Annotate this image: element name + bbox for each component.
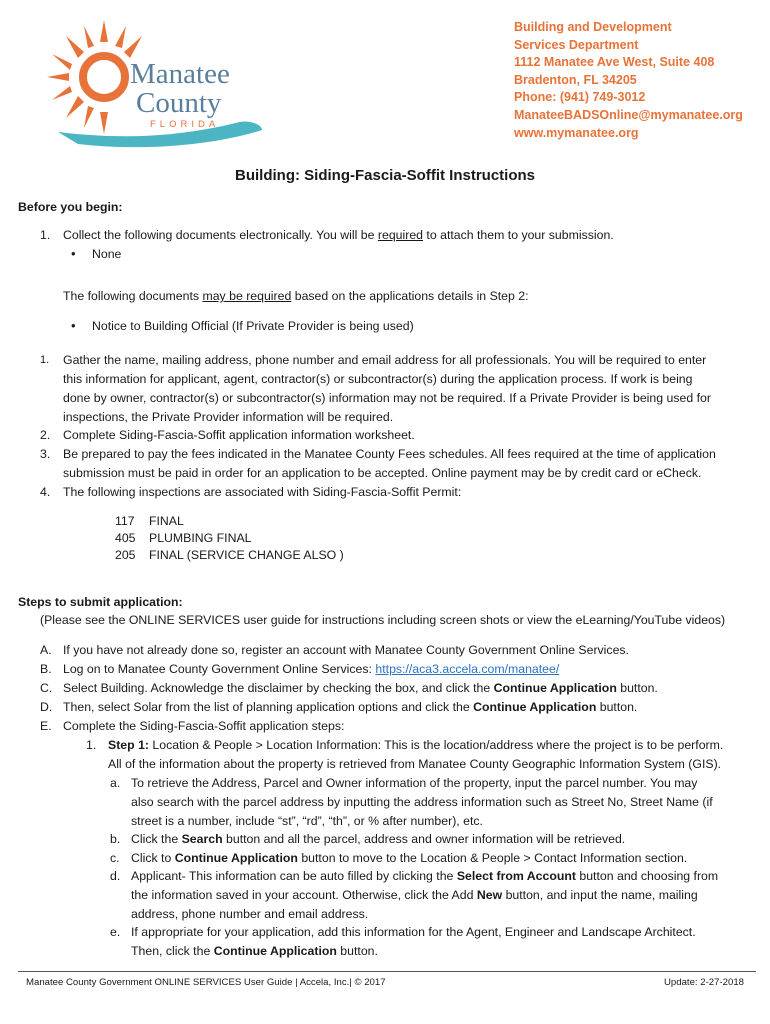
phone-number: Phone: (941) 749-3012: [514, 90, 646, 105]
inspection-name: FINAL: [149, 514, 184, 528]
gather-text-line1: Gather the name, mailing address, phone number and email address for all professionals. You will be required to enter: [63, 353, 707, 367]
list-letter: e.: [110, 925, 121, 939]
substep-e-line2: Then, click the Continue Application button.: [131, 944, 378, 958]
gather-text-line2: this information for applicant, agent, contractor(s) or subcontractor(s) during the application process. If work is being: [63, 372, 693, 386]
step-register: If you have not already done so, register an account with Manatee County Government Online Services.: [63, 643, 629, 657]
list-letter: E.: [40, 719, 52, 733]
maybe-required-text: The following documents may be required based on the applications details in Step 2:: [63, 289, 529, 303]
substep-e-line1: If appropriate for your application, add this information for the Agent, Engineer and Landscape Architect.: [131, 925, 696, 939]
step-complete: Complete the Siding-Fascia-Soffit application steps:: [63, 719, 345, 733]
inspection-name: PLUMBING FINAL: [149, 531, 252, 545]
list-number: 2.: [40, 428, 51, 442]
footer-update-date: Update: 2-27-2018: [663, 977, 744, 988]
list-letter: a.: [110, 776, 121, 790]
city-state-zip: Bradenton, FL 34205: [514, 72, 637, 87]
fees-text-line2: submission must be paid in order for an application to be accepted. Online payment may be by credit card or eCheck.: [63, 466, 702, 480]
step-select-building: Select Building. Acknowledge the disclaimer by checking the box, and click the Continue Application button.: [63, 681, 658, 695]
substep-d-line2: the information saved in your account. Otherwise, click the Add New button, and input the name, mailing: [131, 888, 698, 902]
list-letter: A.: [40, 643, 52, 657]
step1-text: Step 1: Location & People > Location Information: This is the location/address where the project is to be perform.: [108, 738, 724, 752]
steps-heading: Steps to submit application:: [18, 595, 183, 609]
website-link[interactable]: www.mymanatee.org: [514, 125, 639, 140]
email-link[interactable]: ManateeBADSOnline@mymanatee.org: [514, 107, 743, 122]
list-letter: C.: [40, 681, 53, 695]
inspection-code: 117: [115, 514, 135, 528]
list-number: 4.: [40, 485, 51, 499]
inspection-name: FINAL (SERVICE CHANGE ALSO ): [149, 548, 344, 562]
footer-divider: [18, 971, 756, 972]
list-number: 1.: [40, 228, 51, 242]
document-none: None: [92, 247, 122, 261]
page-title: Building: Siding-Fascia-Soffit Instructions: [235, 167, 535, 184]
list-letter: d.: [110, 869, 121, 883]
bullet-icon: •: [71, 246, 76, 261]
inspection-code: 405: [115, 531, 136, 545]
logo-state: FLORIDA: [150, 119, 220, 130]
accela-link[interactable]: https://aca3.accela.com/manatee/: [375, 662, 560, 676]
collect-documents-text: Collect the following documents electronically. You will be required to attach them to your submission.: [63, 228, 614, 242]
sun-logo-icon: [18, 14, 270, 154]
dept-name-line2: Services Department: [514, 37, 639, 52]
list-letter: D.: [40, 700, 53, 714]
logo-name-line1: Manatee: [130, 58, 230, 90]
bullet-icon: •: [71, 318, 76, 333]
substep-d-line3: address, phone number and email address.: [131, 907, 369, 921]
steps-note: (Please see the ONLINE SERVICES user guide for instructions including screen shots or view the eLearning/YouTube videos): [40, 613, 726, 627]
dept-name-line1: Building and Development: [514, 20, 672, 34]
before-heading: Before you begin:: [18, 200, 123, 214]
list-letter: b.: [110, 832, 121, 846]
worksheet-text: Complete Siding-Fascia-Soffit application information worksheet.: [63, 428, 415, 442]
list-number: 3.: [40, 447, 51, 461]
substep-a-line2: also search with the parcel address by inputting the address information such as Street No, Street Name (if: [131, 795, 713, 809]
substep-a-line3: street is a number, include “st”, “rd”, “th”, or % after number), etc.: [131, 814, 483, 828]
list-number: 1.: [86, 738, 97, 752]
document-notice: Notice to Building Official (If Private Provider is being used): [92, 319, 414, 333]
substep-b: Click the Search button and all the parcel, address and owner information will be retrieved.: [131, 832, 626, 846]
inspections-text: The following inspections are associated with Siding-Fascia-Soffit Permit:: [63, 485, 462, 499]
gather-text-line3: done by owner, contractor(s) or subcontractor(s) information may not be required. If a Private Provider is being used for: [63, 391, 711, 405]
inspection-code: 205: [115, 548, 136, 562]
list-letter: c.: [110, 851, 120, 865]
step1-text-line2: All of the information about the property is retrieved from Manatee County Geographic Information System (GIS).: [108, 757, 722, 771]
substep-c: Click to Continue Application button to move to the Location & People > Contact Information section.: [131, 851, 688, 865]
step-logon: Log on to Manatee County Government Online Services: https://aca3.accela.com/manatee/: [63, 662, 560, 676]
footer-left: Manatee County Government ONLINE SERVICES User Guide | Accela, Inc.| © 2017: [26, 977, 386, 988]
department-address: [514, 19, 743, 142]
gather-text-line4: inspections, the Private Provider information will be required.: [63, 410, 394, 424]
step-select-solar: Then, select Solar from the list of planning application options and click the Continue Application button.: [63, 700, 638, 714]
county-logo: [18, 14, 270, 154]
substep-d-line1: Applicant- This information can be auto filled by clicking the Select from Account button and choosing from: [131, 869, 719, 883]
list-letter: B.: [40, 662, 52, 676]
street-address: 1112 Manatee Ave West, Suite 408: [514, 55, 715, 70]
logo-name-line2: County: [136, 87, 222, 119]
fees-text-line1: Be prepared to pay the fees indicated in the Manatee County Fees schedules. All fees required at the time of application: [63, 447, 716, 461]
list-number: 1.: [40, 354, 50, 366]
substep-a-line1: To retrieve the Address, Parcel and Owner information of the property, input the parcel number. You may: [131, 776, 698, 790]
